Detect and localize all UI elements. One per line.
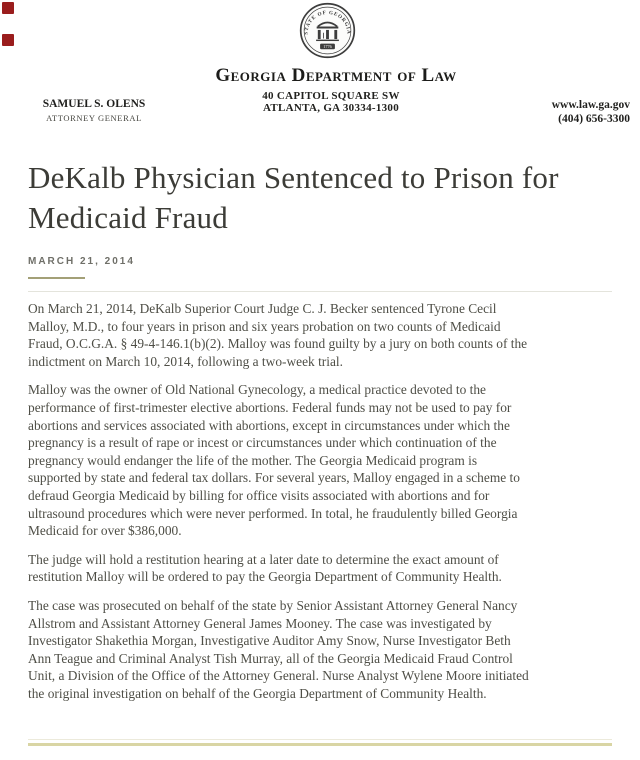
article-date: MARCH 21, 2014 (28, 256, 135, 267)
website-text: www.law.ga.gov (551, 99, 630, 111)
seal-ring-text: STATE OF GEORGIA (303, 9, 352, 35)
footer-hairline (28, 739, 612, 740)
official-title: ATTORNEY GENERAL (46, 113, 142, 123)
official-name: SAMUEL S. OLENS (42, 98, 146, 110)
article-headline: DeKalb Physician Sentenced to Prison for Medicaid Fraud (28, 160, 559, 235)
contact-block (552, 98, 630, 126)
article-paragraph: On March 21, 2014, DeKalb Superior Court Judge C. J. Becker sentenced Tyrone Cecil Malloy, M.D., to four years in prison and six years probation on two counts of Medicaid Fraud, O.C.G.A. § 49-4-146.1(b)(2). Malloy was found guilty by a jury on both counts of the indictment on March 10, 2014, following a two-week trial. (28, 301, 528, 369)
attorney-general-block (28, 98, 160, 123)
body-top-divider (28, 291, 612, 292)
agency-title: Georgia Department of Law (215, 65, 457, 86)
footer-rule (28, 743, 612, 746)
phone-text: (404) 656-3300 (558, 113, 630, 125)
red-square-marker-bottom (2, 34, 14, 46)
state-seal-icon (299, 2, 356, 59)
article-paragraph: The case was prosecuted on behalf of the state by Senior Assistant Attorney General Nancy Allstrom and Assistant Attorney General James Mooney. The case was investigated by Investigator Shakethia Morgan, Investigative Auditor Amy Snow, Nurse Investigator Beth Ann Teague and Criminal Analyst Tish Murray, all of the Georgia Medicaid Fraud Control Unit, a Division of the Office of the Attorney General. Nurse Analyst Wylene Moore initiated the original investigation on behalf of the Georgia Department of Community Health. (28, 597, 529, 701)
article-paragraph: Malloy was the owner of Old National Gynecology, a medical practice devoted to the performance of first-trimester elective abortions. Federal funds may not be used to pay for abortions and services associated with abortions, except in circumstances under which the pregnancy is a result of rape or incest or circumstances under which continuation of the pregnancy would endanger the life of the mother. The Georgia Medicaid program is supported by state and federal tax dollars. For several years, Malloy engaged in a scheme to defraud Georgia Medicaid by billing for office visits associated with abortions and for ultrasound procedures which were never performed. In total, he fraudulently billed Georgia Medicaid for over $386,000. (28, 382, 520, 539)
article-body (28, 300, 533, 702)
article-paragraph: The judge will hold a restitution hearing at a later date to determine the exact amount of restitution Malloy will be ordered to pay the Georgia Department of Community Health. (28, 551, 502, 585)
seal-year-text: 1776 (323, 44, 332, 50)
agency-address-line1: 40 CAPITOL SQUARE SW (262, 90, 400, 102)
georgia-state-seal (299, 2, 356, 59)
red-square-marker-top (2, 2, 14, 14)
article (28, 158, 612, 713)
agency-address-line2: ATLANTA, GA 30334-1300 (262, 102, 400, 114)
date-underline (28, 277, 85, 279)
